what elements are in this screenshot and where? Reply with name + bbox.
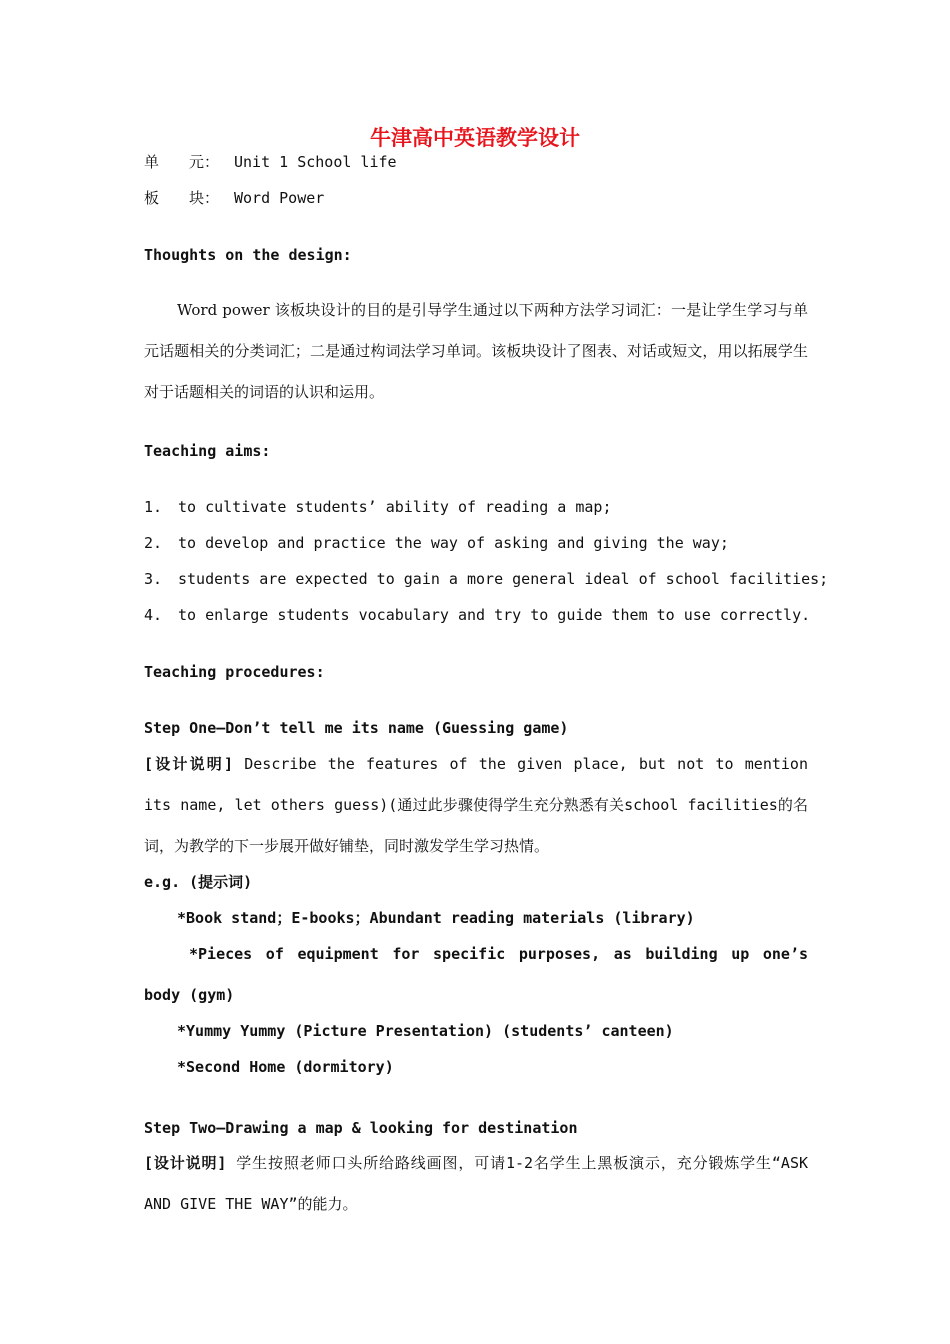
hint-item: *Book stand；E-books；Abundant reading materials (library) — [177, 909, 695, 927]
step-one-heading: Step One—Don’t tell me its name (Guessing game) — [144, 719, 569, 737]
unit-value: Unit 1 School life — [234, 153, 397, 171]
aim-item — [144, 569, 828, 589]
hint-item: *Second Home (dormitory) — [177, 1058, 394, 1076]
step-two-description — [144, 1143, 808, 1225]
example-label: e.g. (提示词) — [144, 873, 253, 891]
aim-number: 2. — [144, 534, 163, 552]
aim-item — [144, 533, 729, 553]
procedures-heading: Teaching procedures: — [144, 663, 325, 681]
unit-row — [144, 152, 397, 172]
aim-item — [144, 605, 810, 625]
aim-text: to enlarge students vocabulary and try to guide them to use correctly. — [178, 606, 811, 624]
design-note-text: Describe the features of the given place, but not to mention its name, let others guess)(通过此步骤使得学生充分熟悉有关school facilities的名词，为教学的下一步展开做好铺垫，同时激发学生学习热情。 — [144, 755, 808, 855]
step-one-description — [144, 744, 808, 867]
aim-text: to cultivate students’ ability of reading a map; — [178, 498, 612, 516]
document-title: 牛津高中英语教学设计 — [370, 126, 580, 150]
step-two-heading: Step Two—Drawing a map & looking for destination — [144, 1119, 578, 1137]
aim-number: 3. — [144, 570, 163, 588]
design-note-label: [设计说明] — [144, 755, 234, 773]
aim-number: 1. — [144, 498, 163, 516]
aim-number: 4. — [144, 606, 163, 624]
unit-label: 单 元： — [144, 153, 220, 171]
module-value: Word Power — [234, 189, 325, 207]
aim-text: to develop and practice the way of asking and giving the way; — [178, 534, 729, 552]
module-label: 板 块： — [144, 189, 220, 207]
thoughts-paragraph: Word power 该板块设计的目的是引导学生通过以下两种方法学习词汇：一是让学生学习与单元话题相关的分类词汇；二是通过构词法学习单词。该板块设计了图表、对话或短文，用以拓展学生对于话题相关的词语的认识和运用。 — [144, 301, 808, 401]
design-note-label: [设计说明] — [144, 1154, 227, 1172]
module-row — [144, 188, 324, 208]
hint-item: *Yummy Yummy (Picture Presentation) (students’ canteen) — [177, 1022, 674, 1040]
thoughts-heading: Thoughts on the design: — [144, 246, 352, 264]
aim-item — [144, 497, 611, 517]
design-note-text: 学生按照老师口头所给路线画图，可请1-2名学生上黑板演示，充分锻炼学生“ASK AND GIVE THE WAY”的能力。 — [144, 1154, 809, 1213]
hint-item: *Pieces of equipment for specific purposes, as building up one’s body (gym) — [144, 945, 808, 1004]
aim-text: students are expected to gain a more general ideal of school facilities; — [178, 570, 829, 588]
aims-heading: Teaching aims: — [144, 442, 271, 460]
